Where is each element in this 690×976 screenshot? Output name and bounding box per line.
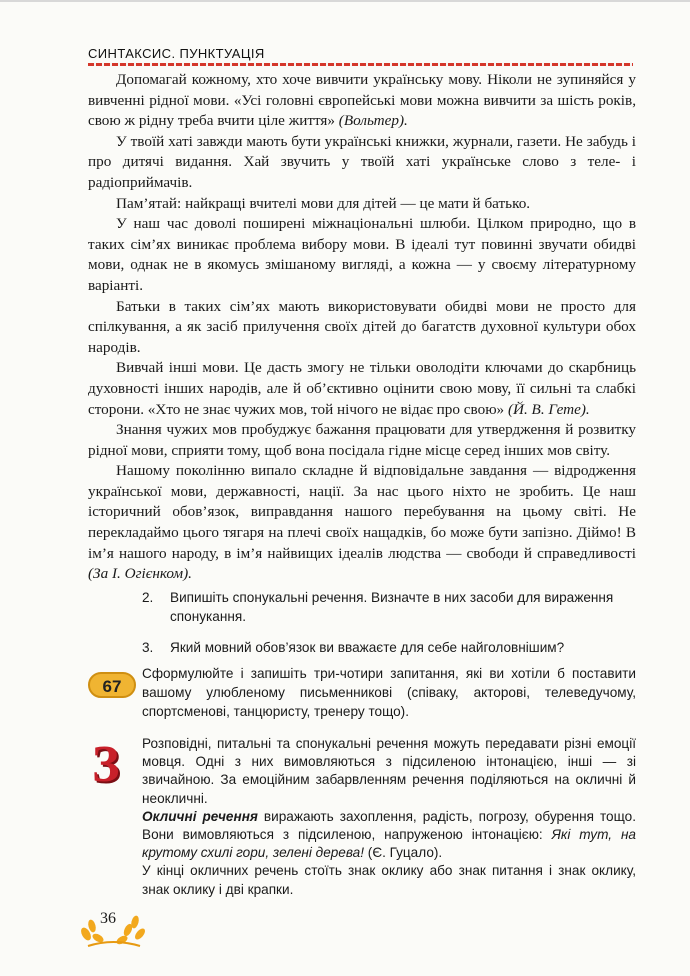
exercise-number-badge: 67 <box>88 672 136 698</box>
rule-term: Окличні речення <box>142 808 258 824</box>
main-text <box>88 70 636 585</box>
grammar-rule-box <box>88 735 636 899</box>
task-number: 3. <box>142 640 154 655</box>
paragraph: Вивчай інші мови. Це дасть змогу не тільки оволодіти ключами до скарбниць духовності інших народів, але й об’єктивно оцінити свою мову, її сильні та слабкі сторони. «Хто не знає чужих мов, той нічого не відає про свою» (Й. В. Гете). <box>88 359 636 418</box>
rule-example: Які тут, на крутому схилі гори, зелені дерева! <box>142 827 636 861</box>
exercise-67 <box>88 664 636 721</box>
header-underline <box>88 63 633 66</box>
task-list <box>142 588 636 669</box>
task-item <box>142 588 636 626</box>
rule-marker-icon: З <box>92 736 120 793</box>
rule-paragraph: У кінці окличних речень стоїть знак оклику або знак питання і знак оклику, знак оклику і дві крапки. <box>142 863 636 897</box>
rule-paragraph: Розповідні, питальні та спонукальні речення можуть передавати різні емоції мовця. Одні з них вимовляються з підсиленою інтонацією, інші — зі звичайною. За емоційним забарвленням речення поділяються на окличні й неокличні. <box>142 736 636 806</box>
rule-text <box>142 735 636 899</box>
page-number: 36 <box>100 910 116 927</box>
paragraph: Знання чужих мов пробуджує бажання працювати для утвердження й розвитку рідної мови, сприяти тому, щоб вона посідала гідне місце серед інших мов світу. <box>88 421 636 459</box>
paragraph: Батьки в таких сім’ях мають використовувати обидві мови не просто для спілкування, а як засіб прилучення своїх дітей до багатств духовної культури обох народів. <box>88 297 636 356</box>
quote-author: (За І. Огієнком). <box>88 565 192 583</box>
task-text: Випишіть спонукальні речення. Визначте в них засоби для вираження спонукання. <box>170 590 614 624</box>
paragraph: У наш час доволі поширені міжнаціональні шлюби. Цілком природно, що в таких сім’ях виникає проблема вибору мови. В ідеалі тут повинні звучати обидві мови, однак не в якомусь змішаному вигляді, а кожна — у своєму літературному варіанті. <box>88 215 636 294</box>
section-header: СИНТАКСИС. ПУНКТУАЦІЯ <box>88 46 265 61</box>
task-item <box>142 638 636 657</box>
rule-paragraph: Окличні речення виражають захоплення, радість, погрозу, обурення тощо. Вони вимовляються з підсиленою, напруженою інтонацією: Які тут, на крутому схилі гори, зелені дерева! (Є. Гуцало). <box>142 808 636 861</box>
quote-author: (Вольтер). <box>338 112 408 130</box>
exercise-text: Сформулюйте і запишіть три-чотири запитання, які ви хотіли б поставити вашому улюбленому письменникові (співаку, акторові, телеведучому, спортсменові, танцюристу, тренеру тощо). <box>142 666 636 719</box>
paragraph: Допомагай кожному, хто хоче вивчити українську мову. Ніколи не зупиняйся у вивченні рідної мови. «Усі головні європейські мови можна вивчити за шість років, свою ж рідну треба вчити ціле життя» (Вольтер). <box>88 71 636 130</box>
paragraph: Нашому поколінню випало складне й відповідальне завдання — відродження української мови, державності, нації. За нас цього ніхто не зробить. Це наш історичний обов’язок, виправдання нашого перебування на цьому світі. Не перекладаймо цього тягаря на плечі своїх нащадків, бо може бути запізно. Діймо! В ім’я нашого народу, в ім’я найвищих ідеалів людства — свободи й справедливості (За І. Огієнком). <box>88 462 636 583</box>
quote-author: (Й. В. Гете). <box>507 400 590 418</box>
task-number: 2. <box>142 590 154 605</box>
task-text: Який мовний обов’язок ви вважаєте для себе найголовнішим? <box>170 640 565 655</box>
paragraph: У твоїй хаті завжди мають бути українські книжки, журнали, газети. Не забудь і про дитячі видання. Хай звучить у твоїй хаті українське слово з теле- і радіоприймачів. <box>88 132 636 191</box>
paragraph: Пам’ятай: найкращі вчителі мови для дітей — це мати й батько. <box>116 194 531 212</box>
